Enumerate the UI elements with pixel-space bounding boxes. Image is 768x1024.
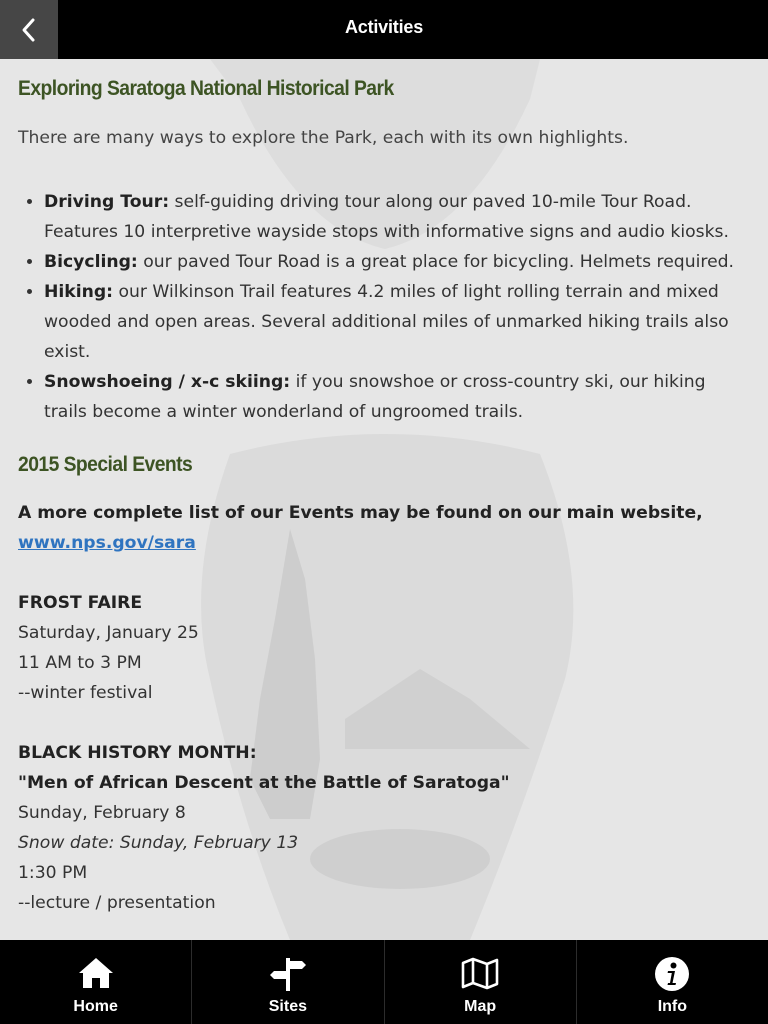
list-item bbox=[44, 247, 748, 277]
bottom-tab-bar bbox=[0, 940, 768, 1024]
event-snow-date: Snow date: Sunday, February 13 bbox=[18, 833, 299, 853]
activity-label: Bicycling: bbox=[44, 252, 138, 272]
event-frost-faire bbox=[18, 588, 748, 708]
list-item bbox=[44, 187, 748, 247]
info-icon bbox=[654, 956, 690, 992]
page-title: Activities bbox=[344, 17, 424, 37]
activity-text: our paved Tour Road is a great place for bicycling. Helmets required. bbox=[137, 252, 735, 272]
tab-home[interactable] bbox=[0, 940, 192, 1024]
activity-label: Snowshoeing / x-c skiing: bbox=[44, 372, 291, 392]
tab-sites[interactable] bbox=[192, 940, 384, 1024]
nps-website-link[interactable]: www.nps.gov/sara bbox=[18, 533, 196, 553]
map-icon bbox=[460, 956, 500, 990]
top-bar bbox=[0, 0, 768, 59]
activity-label: Driving Tour: bbox=[44, 192, 170, 212]
section-heading-explore: Exploring Saratoga National Historical Park bbox=[18, 77, 394, 100]
tab-map[interactable] bbox=[385, 940, 577, 1024]
activity-text: self-guiding driving tour along our paved 10-mile Tour Road. Features 10 interpretive wayside stops with informative signs and audio kiosks. bbox=[44, 192, 729, 242]
tab-label: Info bbox=[657, 998, 688, 1015]
home-icon bbox=[77, 956, 115, 990]
activity-label: Hiking: bbox=[44, 282, 114, 302]
event-subtitle: "Men of African Descent at the Battle of Saratoga" bbox=[18, 773, 510, 793]
event-description: --lecture / presentation bbox=[18, 893, 216, 913]
list-item bbox=[44, 277, 748, 367]
tab-label: Sites bbox=[268, 998, 307, 1015]
event-description: --winter festival bbox=[18, 683, 153, 703]
section-heading-events: 2015 Special Events bbox=[18, 453, 193, 476]
more-info-text: A more complete list of our Events may be found on our main website, bbox=[18, 503, 703, 523]
event-date: Saturday, January 25 bbox=[18, 623, 199, 643]
list-item bbox=[44, 367, 748, 427]
event-title: FROST FAIRE bbox=[18, 593, 143, 613]
activity-text: our Wilkinson Trail features 4.2 miles of light rolling terrain and mixed wooded and open areas. Several additional miles of unmarked hiking trails also exist. bbox=[44, 282, 729, 362]
tab-label: Home bbox=[73, 998, 118, 1015]
event-time: 1:30 PM bbox=[18, 863, 88, 883]
activities-list bbox=[18, 187, 748, 427]
event-black-history-month bbox=[18, 738, 748, 918]
intro-text: There are many ways to explore the Park, each with its own highlights. bbox=[18, 128, 629, 148]
event-date: Sunday, February 8 bbox=[18, 803, 186, 823]
event-time: 11 AM to 3 PM bbox=[18, 653, 142, 673]
event-title: BLACK HISTORY MONTH: bbox=[18, 743, 257, 763]
tab-label: Map bbox=[464, 998, 497, 1015]
signpost-icon bbox=[268, 956, 308, 992]
activity-text: if you snowshoe or cross-country ski, our hiking trails become a winter wonderland of ungroomed trails. bbox=[44, 372, 706, 422]
main-content[interactable] bbox=[0, 59, 768, 940]
events-more-info bbox=[18, 498, 748, 558]
tab-info[interactable] bbox=[577, 940, 768, 1024]
